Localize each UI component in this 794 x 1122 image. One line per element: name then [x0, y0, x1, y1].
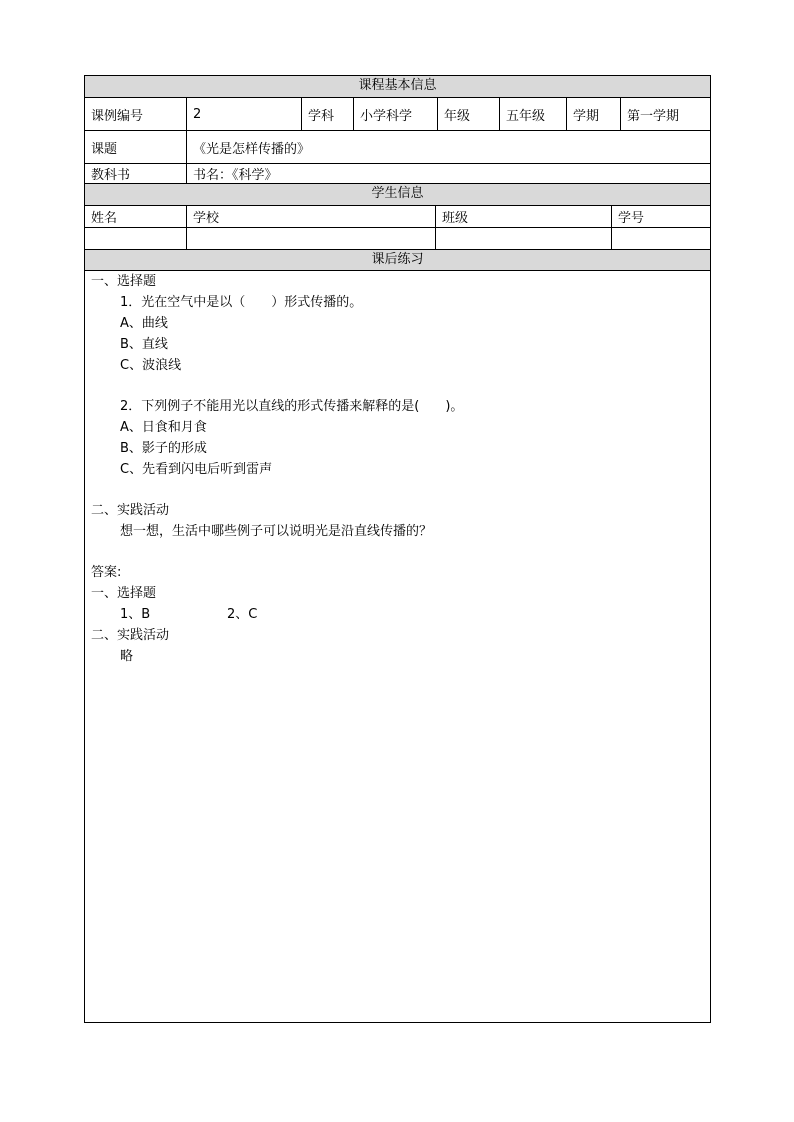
answer-2: 2、C — [227, 607, 258, 622]
term-label: 学期 — [567, 98, 621, 130]
answers-part2-title: 二、实践活动 — [91, 628, 170, 643]
term-value: 第一学期 — [627, 108, 680, 124]
part2-prompt: 想一想，生活中哪些例子可以说明光是沿直线传播的？ — [120, 524, 433, 539]
lesson-number-value: 2 — [187, 98, 302, 130]
topic-row — [85, 131, 710, 164]
lesson-sheet — [84, 75, 711, 1023]
q2-option-a: A、日食和月食 — [120, 420, 207, 435]
q1-option-b: B、直线 — [120, 337, 168, 352]
class-header: 班级 — [436, 206, 612, 227]
subject-label: 学科 — [302, 98, 354, 130]
q2-option-c: C、先看到闪电后听到雷声 — [120, 462, 273, 477]
question-1: 1．光在空气中是以（ ）形式传播的。 — [120, 295, 363, 310]
student-id-field[interactable] — [612, 228, 712, 249]
student-input-row — [85, 228, 710, 250]
answer-1: 1、B — [120, 607, 151, 622]
student-id-header: 学号 — [618, 211, 645, 226]
part2-title: 二、实践活动 — [91, 503, 170, 518]
q1-option-a: A、曲线 — [120, 316, 168, 331]
question-2: 2．下列例子不能用光以直线的形式传播来解释的是( )。 — [120, 399, 464, 414]
textbook-label: 教科书 — [85, 164, 187, 183]
answers-part1-title: 一、选择题 — [91, 586, 157, 601]
name-field[interactable] — [85, 228, 187, 249]
textbook-row — [85, 164, 710, 184]
section-header-exercises — [85, 250, 710, 271]
section-header-student-info — [85, 184, 710, 206]
answers-part2-text: 略 — [120, 649, 134, 664]
grade-label: 年级 — [438, 98, 500, 130]
section-title: 学生信息 — [371, 186, 424, 201]
section-title: 课后练习 — [371, 252, 424, 267]
name-header: 姓名 — [85, 206, 187, 227]
school-header: 学校 — [187, 206, 436, 227]
topic-label: 课题 — [85, 131, 187, 163]
student-header-row — [85, 206, 710, 228]
textbook-value: 书名：《科学》 — [193, 168, 278, 183]
lesson-number-label: 课例编号 — [85, 98, 187, 130]
q1-option-c: C、波浪线 — [120, 358, 182, 373]
course-info-row — [85, 98, 710, 131]
grade-value: 五年级 — [500, 98, 567, 130]
q2-option-b: B、影子的形成 — [120, 441, 207, 456]
part1-title: 一、选择题 — [91, 274, 157, 289]
section-header-course-info — [85, 76, 710, 98]
topic-value: 《光是怎样传播的》 — [193, 141, 311, 157]
class-field[interactable] — [436, 228, 612, 249]
section-title: 课程基本信息 — [358, 78, 437, 93]
answers-title: 答案: — [91, 565, 122, 580]
school-field[interactable] — [187, 228, 436, 249]
subject-value: 小学科学 — [354, 98, 438, 130]
